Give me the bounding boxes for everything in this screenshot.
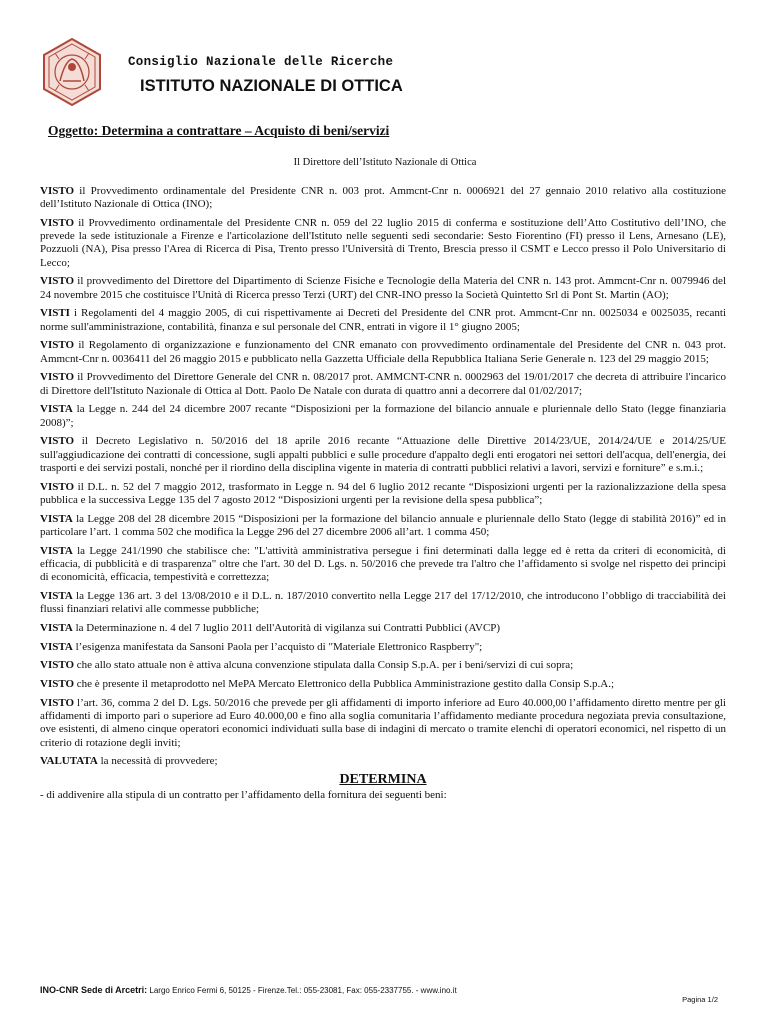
paragraph-text: la necessità di provvedere; xyxy=(97,755,218,768)
paragraph xyxy=(40,659,726,672)
paragraph-text: la Legge 136 art. 3 del 13/08/2010 e il D.L. n. 187/2010 convertito nella Legge 217 del 17/12/2010, che introducono l’obbligo di tracciabilità dei flussi finanziari relativi alle commesse pubbliche; xyxy=(40,589,726,616)
paragraph xyxy=(40,339,726,365)
paragraph-text: l’esigenza manifestata da Sansoni Paola per l’acquisto di "Materiale Elettronico Raspberry"; xyxy=(72,640,483,653)
paragraph-text: i Regolamenti del 4 maggio 2005, di cui rispettivamente ai Decreti del Presidente del CNR prot. Ammcnt-Cnr nn. 0025034 e 0025035, recanti norme sull'amministrazione, contabilità, finanza e sul personale del CNR, entrati in vigore il 1° giugno 2005; xyxy=(40,307,726,333)
paragraph xyxy=(40,185,726,211)
paragraph xyxy=(40,435,726,475)
paragraph-keyword: VISTI xyxy=(40,307,70,320)
paragraph xyxy=(40,275,726,301)
paragraph xyxy=(40,371,726,397)
paragraph-keyword: VISTO xyxy=(40,185,75,197)
paragraph-text: l’art. 36, comma 2 del D. Lgs. 50/2016 che prevede per gli affidamenti di importo inferiore ad Euro 40.000,00 l’affidamento diretto mentre per gli affidamenti di importo pari o superiore ad Euro 40.000,00 e fino alla soglia comunitaria l’affidamento mediante procedura negoziata previa consultazione, ove esistenti, di almeno cinque operatori economici individuati sulla base di indagini di mercato o tramite elenchi di operatori economici, nel rispetto di un criterio di rotazione degli inviti; xyxy=(40,697,726,749)
paragraph-text: la Legge 208 del 28 dicembre 2015 “Disposizioni per la formazione del bilancio annuale e pluriennale dello Stato (legge di stabilità 2016)” ed in particolare l’art. 1 comma 502 che modifica la Legge 296 del 27 dicembre 2006 all’art. 1 comma 450; xyxy=(40,512,726,538)
paragraph xyxy=(40,403,726,429)
organization-name: Consiglio Nazionale delle Ricerche xyxy=(128,55,394,69)
document-body xyxy=(40,185,726,803)
paragraph xyxy=(40,622,726,635)
paragraph xyxy=(40,697,726,750)
footer-label: INO-CNR Sede di Arcetri: xyxy=(40,985,148,995)
paragraph-text: il Provvedimento ordinamentale del Presidente CNR n. 003 prot. Ammcnt-Cnr n. 0006921 del 27 gennaio 2010 relativo alla costituzione dell’Istituto Nazionale di Ottica (INO); xyxy=(40,185,726,211)
paragraph-list xyxy=(40,185,726,769)
paragraph-keyword: VISTA xyxy=(40,589,73,602)
paragraph-text: la Legge n. 244 del 24 dicembre 2007 recante “Disposizioni per la formazione del bilancio annuale e pluriennale dello Stato (legge finanziaria 2008)”; xyxy=(40,403,726,429)
paragraph-keyword: VISTO xyxy=(40,678,75,691)
paragraph-text: il Provvedimento ordinamentale del Presidente CNR n. 059 del 22 luglio 2015 di conferma e sostituzione dell’Atto Costitutivo dell’INO, che prevede la sede istituzionale a Firenze e l'articolazione dell'Istituto nelle seguenti sedi secondarie: Sesto Fiorentino (FI) presso il Lens, Arnesano (LE), Pozzuoli (NA), Pisa presso l'Area di Ricerca di Pisa, Trento presso l'Università di Trento, Brescia presso il CSMT e Lecco presso il Polo Universitario di Lecco; xyxy=(40,217,726,269)
paragraph xyxy=(40,678,726,691)
paragraph-keyword: VISTA xyxy=(40,544,73,557)
page-number: Pagina 1/2 xyxy=(682,995,718,1004)
paragraph xyxy=(40,513,726,539)
paragraph-keyword: VISTO xyxy=(40,480,75,493)
paragraph-text: che è presente il metaprodotto nel MePA Mercato Elettronico della Pubblica Amministrazione gestito dalla Consip S.p.A.; xyxy=(74,678,615,691)
paragraph xyxy=(40,217,726,270)
paragraph-keyword: VISTO xyxy=(40,339,75,352)
paragraph-keyword: VISTO xyxy=(40,217,75,229)
document-subject: Oggetto: Determina a contrattare – Acquisto di beni/servizi xyxy=(48,123,390,138)
paragraph xyxy=(40,545,726,585)
paragraph xyxy=(40,590,726,616)
paragraph-text: che allo stato attuale non è attiva alcuna convenzione stipulata dalla Consip S.p.A. per i beni/servizi di cui sopra; xyxy=(74,659,574,672)
paragraph-keyword: VISTO xyxy=(40,435,75,448)
paragraph-keyword: VISTA xyxy=(40,512,73,525)
paragraph-keyword: VISTO xyxy=(40,659,75,672)
paragraph xyxy=(40,641,726,654)
paragraph xyxy=(40,307,726,333)
director-line: Il Direttore dell’Istituto Nazionale di Ottica xyxy=(293,157,477,168)
paragraph-text: il D.L. n. 52 del 7 maggio 2012, trasformato in Legge n. 94 del 6 luglio 2012 recante “Disposizioni urgenti per la razionalizzazione della spesa pubblica e la successiva Legge 135 del 7 agosto 2012 “Disposizioni urgenti per la revisione della spesa pubblica”; xyxy=(40,480,726,506)
paragraph-keyword: VALUTATA xyxy=(40,755,98,768)
paragraph-keyword: VISTO xyxy=(40,371,75,384)
paragraph-keyword: VISTA xyxy=(40,403,73,416)
cnr-seal-logo-icon xyxy=(37,37,107,107)
paragraph xyxy=(40,755,726,768)
paragraph-text: la Determinazione n. 4 del 7 luglio 2011 dell'Autorità di vigilanza sui Contratti Pubblici (AVCP) xyxy=(72,621,501,634)
paragraph-keyword: VISTA xyxy=(40,621,73,634)
paragraph-text: il Provvedimento del Direttore Generale del CNR n. 08/2017 prot. AMMCNT-CNR n. 0002963 del 19/01/2017 che decreta di attribuire l'incarico di Direttore dell'Istituto Nazionale di Ottica al Dott. Paolo De Natale con durata di quattro anni a decorrere dal 01/02/2017; xyxy=(40,371,726,397)
paragraph-text: la Legge 241/1990 che stabilisce che: "L'attività amministrativa persegue i fini determinati dalla legge ed è retta da criteri di economicità, di efficacia, di pubblicità e di trasparenza" oltre che l'art. 30 del D. Lgs. n. 50/2016 che prevede tra l'altro che l’affidamento si svolge nel rispetto dei principi di economicità, efficacia, tempestività e correttezza; xyxy=(40,544,726,584)
paragraph-keyword: VISTA xyxy=(40,640,73,653)
paragraph xyxy=(40,481,726,507)
paragraph-keyword: VISTO xyxy=(40,697,75,709)
final-line: - di addivenire alla stipula di un contratto per l’affidamento della fornitura dei seguenti beni: xyxy=(40,789,447,802)
institute-name: ISTITUTO NAZIONALE DI OTTICA xyxy=(140,77,403,95)
paragraph-text: il Regolamento di organizzazione e funzionamento del CNR emanato con provvedimento ordinamentale del Presidente del CNR n. 043 prot. Ammcnt-Cnr n. 0036411 del 26 maggio 2015 e pubblicato nella Gazzetta Ufficiale della Repubblica Italiana Serie Generale n. 123 del 29 maggio 2015; xyxy=(40,339,726,365)
page-footer xyxy=(40,985,457,995)
paragraph-text: il provvedimento del Direttore del Dipartimento di Scienze Fisiche e Tecnologie della Materia del CNR n. 143 prot. Ammcnt-Cnr n. 0079946 del 24 novembre 2015 che costituisce l'Unità di Ricerca presso Terzi (URT) del CNR-INO presso la Società Quintetto Srl di Pont St. Martin (AO); xyxy=(40,275,726,301)
determina-heading: DETERMINA xyxy=(339,772,427,788)
paragraph-text: il Decreto Legislativo n. 50/2016 del 18 aprile 2016 recante “Attuazione delle Direttive 2014/23/UE, 2014/24/UE e 2014/25/UE sull'aggiudicazione dei contratti di concessione, sugli appalti pubblici e sulle procedure d'appalto degli enti erogatori nei settori dell'acqua, dell'energia, dei trasporti e dei servizi postali, nonché per il riordino della disciplina vigente in materia di contratti pubblici relativi a lavori, servizi e forniture” e s.m.i.; xyxy=(40,435,726,474)
footer-address: Largo Enrico Fermi 6, 50125 - Firenze.Tel.: 055-23081, Fax: 055-2337755. - www.ino.it xyxy=(147,986,457,995)
paragraph-keyword: VISTO xyxy=(40,275,75,288)
